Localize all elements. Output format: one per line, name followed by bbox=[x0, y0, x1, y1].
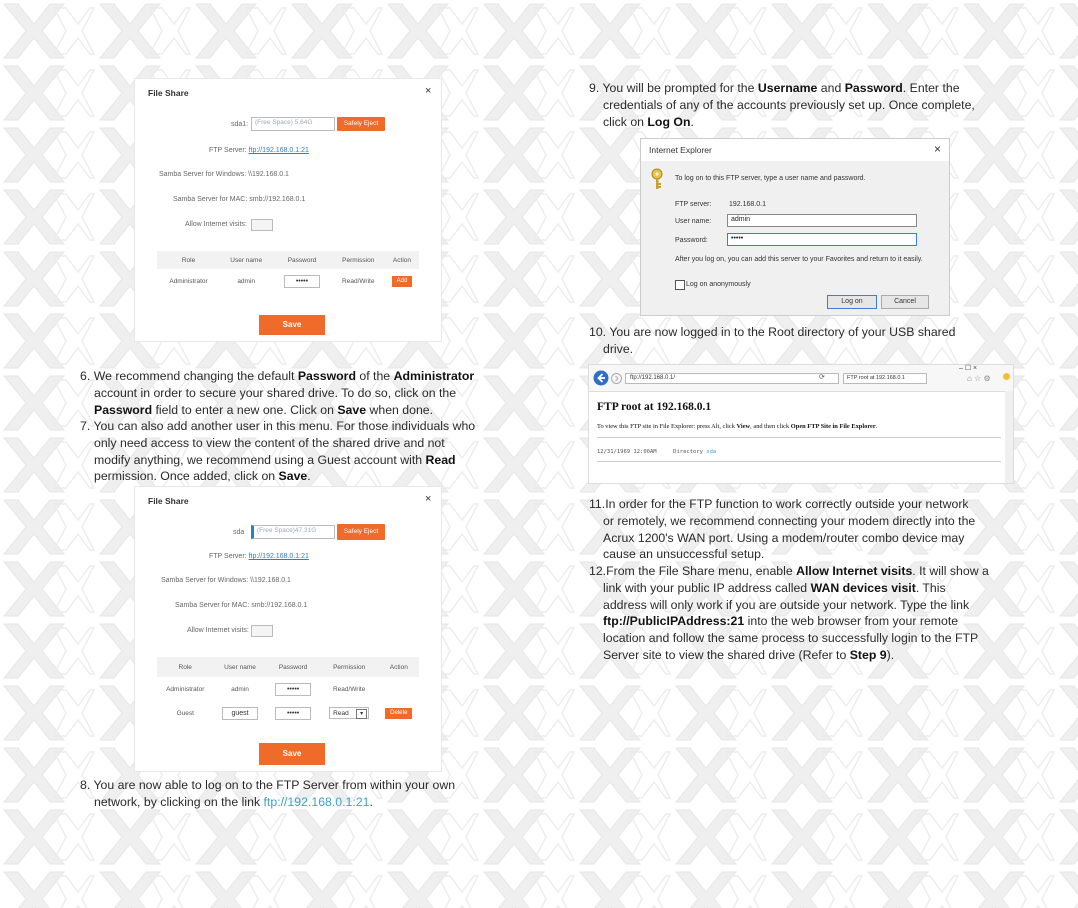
step-text: click on bbox=[603, 114, 648, 129]
entry-date: 12/31/1969 12:00AM bbox=[597, 449, 657, 455]
step-text: field to enter a new one. Click on bbox=[152, 402, 338, 417]
step-number: 7. bbox=[80, 419, 91, 433]
bold-term: Read bbox=[425, 452, 456, 467]
samba-mac-text: Samba Server for MAC: smb://192.168.0.1 bbox=[175, 602, 308, 609]
col-action: Action bbox=[392, 256, 411, 264]
step-text: . bbox=[307, 469, 311, 484]
address-bar[interactable] bbox=[625, 373, 839, 384]
step-number: 12. bbox=[589, 564, 607, 578]
col-permission: Permission bbox=[333, 663, 366, 671]
file-share-title: File Share bbox=[148, 88, 189, 98]
file-share-title: File Share bbox=[148, 496, 189, 506]
step-10 bbox=[589, 324, 1029, 358]
smiley-icon[interactable] bbox=[1003, 373, 1010, 380]
entry-type: Directory bbox=[673, 449, 703, 455]
allow-internet-label: Allow Internet visits: bbox=[187, 627, 249, 634]
refresh-icon[interactable]: ⟳ bbox=[819, 374, 825, 381]
step-text: permission. Once added, click on bbox=[94, 469, 279, 484]
samba-mac-text: Samba Server for MAC: smb://192.168.0.1 bbox=[173, 196, 306, 203]
cancel-button[interactable]: Cancel bbox=[881, 295, 929, 309]
password-label: Password: bbox=[675, 237, 708, 244]
permission-value: Read bbox=[333, 710, 349, 717]
step-text: link with your public IP address called bbox=[603, 580, 811, 595]
step-text: . This bbox=[915, 580, 946, 595]
scrollbar[interactable] bbox=[1005, 391, 1013, 483]
samba-windows-text: Samba Server for Windows: \\192.168.0.1 bbox=[161, 577, 291, 584]
safely-eject-button[interactable]: Safely Eject bbox=[337, 524, 385, 540]
step-11 bbox=[589, 496, 1029, 563]
ftp-instructions bbox=[597, 423, 877, 430]
divider bbox=[597, 437, 1001, 438]
save-button[interactable]: Save bbox=[259, 743, 325, 765]
bold-term: Log On bbox=[647, 114, 691, 129]
ftp-server-label: FTP Server: bbox=[209, 147, 247, 154]
step-text: address will only work if you are outside your network. Type the link bbox=[603, 597, 970, 612]
delete-button[interactable]: Delete bbox=[385, 708, 412, 719]
bold-term: Save bbox=[337, 402, 367, 417]
dialog-header bbox=[641, 139, 949, 161]
step-text: You are now logged in to the Root directory of your USB shared bbox=[609, 325, 956, 339]
open-term: Open FTP Site in File Explorer bbox=[790, 423, 876, 430]
step-12 bbox=[589, 563, 1029, 664]
password-input[interactable]: ••••• bbox=[727, 233, 917, 246]
bold-term: ftp://PublicIPAddress:21 bbox=[603, 614, 745, 629]
step-text: . Enter the bbox=[902, 81, 960, 95]
logon-message: To log on to this FTP server, type a user name and password. bbox=[675, 175, 866, 182]
forward-icon[interactable] bbox=[611, 373, 622, 384]
disk-label: sda bbox=[233, 529, 245, 536]
bold-term: Administrator bbox=[393, 369, 475, 383]
keys-icon bbox=[649, 167, 669, 191]
close-icon[interactable]: × bbox=[425, 493, 432, 505]
save-button[interactable]: Save bbox=[259, 315, 325, 335]
step-8 bbox=[80, 777, 510, 811]
close-icon[interactable]: × bbox=[933, 142, 941, 156]
bold-term: WAN devices visit bbox=[810, 580, 916, 595]
step-text: credentials of any of the accounts previously set up. Once complete, bbox=[603, 97, 975, 112]
step-number: 6. bbox=[80, 369, 91, 383]
bold-term: Step 9 bbox=[849, 647, 887, 662]
step-text: network, by clicking on the link bbox=[94, 794, 264, 809]
table-row bbox=[157, 269, 419, 293]
step-text: only need access to view the content of the shared drive and not bbox=[94, 435, 445, 450]
view-term: View bbox=[736, 423, 751, 430]
instruction-text: . bbox=[875, 423, 878, 430]
chevron-down-icon: ▾ bbox=[356, 709, 367, 719]
col-role: Role bbox=[178, 663, 192, 671]
allow-internet-label: Allow Internet visits: bbox=[185, 221, 247, 228]
server-label: FTP server: bbox=[675, 201, 712, 208]
permission-select[interactable] bbox=[329, 707, 369, 719]
step-text: You will be prompted for the bbox=[602, 81, 758, 95]
cell-permission: Read/Write bbox=[332, 685, 366, 693]
address-url: ftp://192.168.0.1/ bbox=[630, 375, 676, 381]
col-permission: Permission bbox=[342, 256, 375, 264]
cell-role: Administrator bbox=[169, 277, 208, 285]
step-number: 11. bbox=[589, 497, 606, 511]
account-table bbox=[157, 657, 419, 725]
step-text: ). bbox=[886, 647, 895, 662]
step-number: 8. bbox=[80, 778, 91, 792]
step-9 bbox=[589, 80, 1029, 130]
allow-internet-toggle[interactable] bbox=[251, 625, 273, 637]
cell-user: admin bbox=[237, 277, 256, 285]
step-text: . It will show a bbox=[912, 564, 989, 578]
step-text: We recommend changing the default bbox=[93, 369, 298, 383]
username-input[interactable]: admin bbox=[727, 214, 917, 227]
username-field[interactable]: guest bbox=[222, 707, 258, 720]
step-number: 10. bbox=[589, 325, 607, 339]
table-row bbox=[157, 701, 419, 725]
account-table bbox=[157, 251, 419, 293]
cell-user: admin bbox=[231, 685, 249, 693]
step-text: . bbox=[690, 114, 694, 129]
step-text: Acrux 1200's WAN port. Using a modem/router combo device may bbox=[603, 530, 965, 545]
step-text: . bbox=[369, 794, 373, 809]
samba-windows-text: Samba Server for Windows: \\192.168.0.1 bbox=[159, 171, 289, 178]
ftp-server-label: FTP Server: bbox=[209, 553, 247, 560]
bold-term: Password bbox=[297, 369, 356, 383]
sda-link[interactable]: sda bbox=[706, 449, 717, 455]
instruction-text: , and then click bbox=[750, 423, 791, 430]
step-text: account in order to secure your shared drive. To do so, click on the bbox=[94, 385, 457, 400]
table-row bbox=[157, 677, 419, 701]
username-label: User name: bbox=[675, 218, 712, 225]
browser-toolbar bbox=[589, 365, 1013, 392]
cell-role: Administrator bbox=[166, 685, 205, 693]
ftp-server-row bbox=[209, 553, 309, 560]
step-text: and bbox=[817, 81, 845, 95]
step-text: You can also add another user in this menu. For those individuals who bbox=[93, 419, 476, 433]
password-field[interactable]: ••••• bbox=[275, 683, 311, 696]
file-share-panel-1 bbox=[134, 78, 442, 342]
home-star-gear-icons[interactable]: ⌂ ☆ ⚙ bbox=[967, 374, 991, 383]
disk-space-field: (Free Space) 5.64G bbox=[251, 117, 335, 131]
favorites-note: After you log on, you can add this server to your Favorites and return to it easily. bbox=[675, 256, 923, 263]
server-value: 192.168.0.1 bbox=[729, 201, 766, 208]
step-text: In order for the FTP function to work correctly outside your network bbox=[605, 497, 969, 511]
step-text: modify anything, we recommend using a Guest account with bbox=[94, 452, 426, 467]
step-6 bbox=[80, 368, 510, 418]
step-text: of the bbox=[355, 369, 394, 383]
col-password: Password bbox=[287, 256, 317, 264]
step-text: You are now able to log on to the FTP Server from within your own bbox=[93, 778, 456, 792]
ftp-server-row bbox=[209, 147, 309, 154]
tab-label: FTP root at 192.168.0.1 bbox=[847, 375, 905, 381]
col-role: Role bbox=[181, 256, 196, 264]
col-username: User name bbox=[230, 256, 263, 264]
step-text: location and follow the same process to successfully login to the FTP bbox=[603, 631, 979, 646]
window-controls[interactable]: – ☐ × bbox=[959, 365, 978, 372]
col-action: Action bbox=[389, 663, 408, 671]
step-text: when done. bbox=[366, 402, 434, 417]
step-text: cause an unsuccessful setup. bbox=[603, 547, 765, 562]
step-7 bbox=[80, 418, 510, 485]
bold-term: Username bbox=[757, 81, 818, 95]
logon-button[interactable]: Log on bbox=[827, 295, 877, 309]
back-icon[interactable] bbox=[593, 370, 609, 386]
col-username: User name bbox=[224, 663, 256, 671]
cell-permission: Read/Write bbox=[342, 277, 375, 285]
add-button[interactable]: Add bbox=[392, 276, 413, 287]
cell-action bbox=[379, 677, 419, 701]
file-share-panel-2 bbox=[134, 486, 442, 772]
step-number: 9. bbox=[589, 81, 600, 95]
bold-term: Allow Internet visits bbox=[796, 564, 913, 578]
disk-space-field: (Free Space)47.31G bbox=[251, 525, 335, 539]
divider bbox=[597, 461, 1001, 462]
step-text: drive. bbox=[603, 341, 634, 356]
allow-internet-toggle[interactable] bbox=[251, 219, 273, 231]
cell-role: Guest bbox=[176, 709, 194, 717]
bold-term: Save bbox=[278, 469, 308, 484]
anonymous-label: Log on anonymously bbox=[686, 281, 751, 288]
bold-term: Password bbox=[844, 81, 903, 95]
dialog-title: Internet Explorer bbox=[649, 145, 712, 155]
ftp-root-heading: FTP root at 192.168.0.1 bbox=[597, 401, 712, 413]
close-icon[interactable]: × bbox=[425, 85, 432, 97]
step-text: Server site to view the shared drive (Refer to bbox=[603, 647, 850, 662]
password-field[interactable]: ••••• bbox=[275, 707, 311, 720]
anonymous-checkbox[interactable] bbox=[675, 280, 685, 290]
instruction-text: To view this FTP site in File Explorer: press Alt, click bbox=[597, 423, 737, 430]
directory-entry bbox=[597, 449, 716, 455]
disk-label: sda1: bbox=[231, 121, 249, 128]
bold-term: Password bbox=[94, 402, 153, 417]
ftp-server-link[interactable]: ftp://192.168.0.1:21 bbox=[248, 553, 309, 560]
safely-eject-button[interactable]: Safely Eject bbox=[337, 117, 385, 131]
ie-logon-dialog bbox=[640, 138, 950, 316]
browser-window bbox=[588, 364, 1014, 484]
step-text: From the File Share menu, enable bbox=[606, 564, 797, 578]
ftp-server-link[interactable]: ftp://192.168.0.1:21 bbox=[248, 147, 309, 154]
col-password: Password bbox=[278, 663, 308, 671]
browser-tab[interactable] bbox=[843, 373, 927, 384]
step-text: into the web browser from your remote bbox=[744, 614, 959, 629]
ftp-link[interactable]: ftp://192.168.0.1:21 bbox=[263, 794, 370, 809]
password-field[interactable]: ••••• bbox=[284, 275, 320, 288]
step-text: or remotely, we recommend connecting your modem directly into the bbox=[603, 513, 976, 528]
